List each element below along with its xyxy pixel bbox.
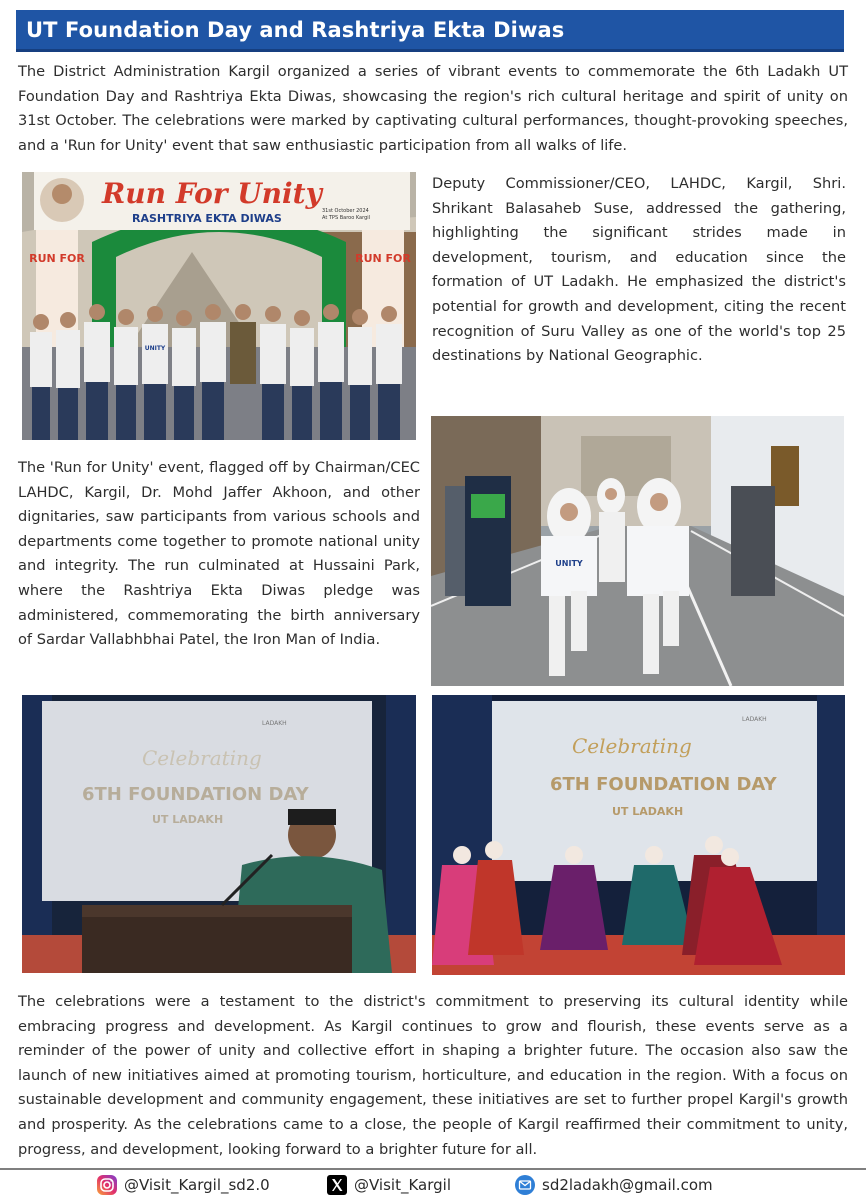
cultural-dance-photo bbox=[432, 695, 845, 975]
deputy-commissioner-paragraph: Deputy Commissioner/CEO, LAHDC, Kargil, Shri. Shrikant Balasaheb Suse, addressed the gathering, highlighting the significant strides made in development, tourism, and education since the formation of UT Ladakh. He emphasized the district's potential for growth and development, citing the recent recognition of Suru Valley as one of the world's top 25 destinations by National Geographic. bbox=[432, 175, 846, 365]
screen-ut-ladakh: UT LADAKH bbox=[152, 813, 224, 826]
banner-subheading: RASHTRIYA EKTA DIWAS bbox=[132, 212, 282, 225]
speaker-photo bbox=[22, 695, 416, 973]
x-icon bbox=[326, 1174, 348, 1196]
x-handle: @Visit_Kargil bbox=[354, 1176, 451, 1194]
footer bbox=[0, 1172, 866, 1200]
instagram-link[interactable] bbox=[96, 1174, 270, 1196]
title-bar bbox=[16, 10, 844, 52]
dance-screen-logo-text: LADAKH bbox=[742, 716, 767, 723]
intro-paragraph: The District Administration Kargil organized a series of vibrant events to commemorate the 6th Ladakh UT Foundation Day and Rashtriya Ekta Diwas, showcasing the region's rich cultural heritage and spirit of unity on 31st October. The celebrations were marked by captivating cultural performances, thought-provoking speeches, and a 'Run for Unity' event that saw enthusiastic participation from all walks of life. bbox=[18, 63, 848, 154]
pillar-left-text: RUN FOR bbox=[29, 252, 85, 265]
run-for-unity-photo bbox=[22, 172, 416, 440]
shirt-text: UNITY bbox=[144, 345, 166, 352]
email-address: sd2ladakh@gmail.com bbox=[542, 1176, 713, 1194]
banner-date: 31st October 2024 bbox=[322, 208, 369, 214]
banner-heading: Run For Unity bbox=[102, 177, 322, 210]
screen-logo-text: LADAKH bbox=[262, 720, 287, 727]
screen-celebrating: Celebrating bbox=[142, 746, 262, 770]
email-icon bbox=[514, 1174, 536, 1196]
page-title: UT Foundation Day and Rashtriya Ekta Diwas bbox=[26, 17, 565, 42]
dance-screen-celebrating: Celebrating bbox=[572, 734, 692, 758]
banner-place: At TPS Baroo Kargil bbox=[322, 215, 371, 221]
run-for-unity-paragraph: The 'Run for Unity' event, flagged off by Chairman/CEC LAHDC, Kargil, Dr. Mohd Jaffer Akhoon, and other dignitaries, saw participants from various schools and departments come together to promote national unity and integrity. The run culminated at Hussaini Park, where the Rashtriya Ekta Diwas pledge was administered, commemorating the birth anniversary of Sardar Vallabhbhai Patel, the Iron Man of India. bbox=[18, 459, 420, 649]
dance-screen-foundation-day: 6TH FOUNDATION DAY bbox=[550, 774, 777, 795]
screen-foundation-day: 6TH FOUNDATION DAY bbox=[82, 784, 309, 805]
dance-screen-ut-ladakh: UT LADAKH bbox=[612, 805, 684, 818]
street-run-photo bbox=[431, 416, 844, 686]
pillar-right-text: RUN FOR bbox=[355, 252, 411, 265]
email-link[interactable] bbox=[514, 1174, 713, 1196]
x-link[interactable] bbox=[326, 1174, 451, 1196]
footer-divider bbox=[0, 1168, 866, 1170]
closing-paragraph: The celebrations were a testament to the district's commitment to preserving its cultural identity while embracing progress and development. As Kargil continues to grow and flourish, these events serve as a reminder of the power of unity and collective effort in shaping a brighter future. The occasion also saw the launch of new initiatives aimed at promoting tourism, horticulture, and education in the region. With a focus on sustainable development and community engagement, these initiatives are set to further propel Kargil's growth and prosperity. As the celebrations came to a close, the people of Kargil reaffirmed their commitment to unity, progress, and development, looking forward to a brighter future for all. bbox=[18, 993, 848, 1158]
instagram-icon bbox=[96, 1174, 118, 1196]
instagram-handle: @Visit_Kargil_sd2.0 bbox=[124, 1176, 270, 1194]
runner-shirt-text: UNITY bbox=[555, 559, 583, 568]
